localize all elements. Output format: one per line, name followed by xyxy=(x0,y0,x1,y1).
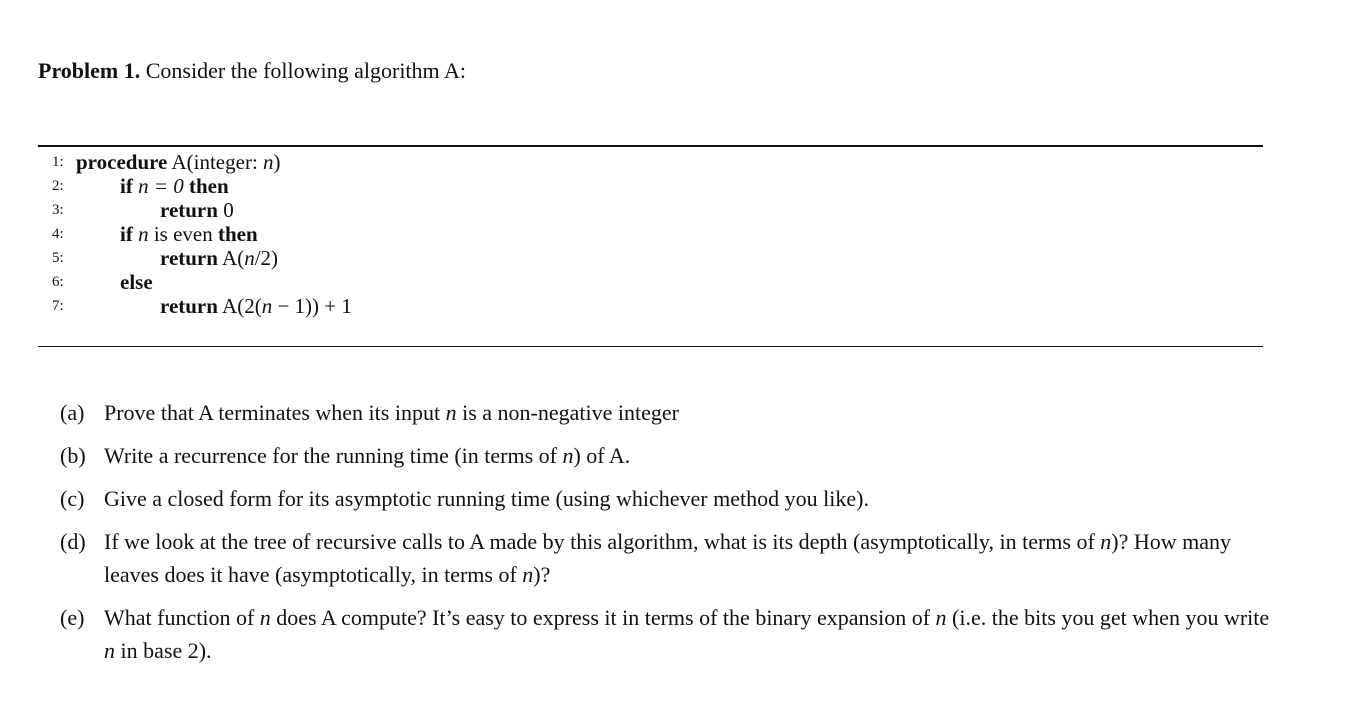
line-number: 3: xyxy=(52,202,64,218)
line-body xyxy=(120,270,153,294)
line-body xyxy=(120,174,229,198)
question-part-a xyxy=(0,396,1368,429)
line-number: 1: xyxy=(52,154,64,170)
keyword: then xyxy=(217,222,258,246)
part-label: (d) xyxy=(60,529,86,554)
algorithm-line-6 xyxy=(38,270,1263,294)
line-body xyxy=(160,198,234,222)
part-text xyxy=(104,601,1274,667)
question-part-e xyxy=(0,601,1368,667)
code-text: − 1)) + 1 xyxy=(272,294,352,318)
part-text-run: )? How many leaves does it have (asymptotically, in terms of xyxy=(104,529,1232,587)
keyword: else xyxy=(120,270,153,294)
math-expr: n = 0 xyxy=(132,174,189,198)
question-part-b xyxy=(0,439,1368,472)
math-var: n xyxy=(935,605,947,630)
part-text-run: does A compute? It’s easy to express it in terms of the binary expansion of xyxy=(270,605,936,630)
line-number: 4: xyxy=(52,226,64,242)
line-body xyxy=(120,222,258,246)
keyword: if xyxy=(120,222,133,246)
keyword: return xyxy=(160,198,218,222)
part-label: (b) xyxy=(60,443,86,468)
question-part-d xyxy=(0,525,1368,591)
math-var: n xyxy=(445,400,457,425)
part-text-run: in base 2). xyxy=(115,638,212,663)
line-body xyxy=(160,294,352,318)
algorithm-block xyxy=(38,150,1263,318)
keyword: return xyxy=(160,294,218,318)
algorithm-line-4 xyxy=(38,222,1263,246)
question-part-c xyxy=(0,482,1368,515)
line-number: 5: xyxy=(52,250,64,266)
part-text-run: ) of A. xyxy=(573,443,631,468)
part-text-run: )? xyxy=(533,562,551,587)
code-text: ) xyxy=(273,150,281,174)
keyword: if xyxy=(120,174,133,198)
math-var: n xyxy=(562,443,574,468)
code-text: A(integer: xyxy=(167,150,264,174)
algorithm-line-7 xyxy=(38,294,1263,318)
keyword: return xyxy=(160,246,218,270)
math-var: n xyxy=(259,605,271,630)
math-var: n xyxy=(132,222,149,246)
problem-intro-text: Consider the following algorithm A: xyxy=(140,58,466,83)
problem-heading xyxy=(38,56,466,86)
part-text-run: (i.e. the bits you get when you write xyxy=(946,605,1270,630)
part-text-run: Prove that A terminates when its input xyxy=(104,400,446,425)
part-label: (e) xyxy=(60,605,85,630)
part-text-run: What function of xyxy=(104,605,260,630)
line-number: 2: xyxy=(52,178,64,194)
line-number: 6: xyxy=(52,274,64,290)
code-text: A(2( xyxy=(217,294,262,318)
algorithm-line-5 xyxy=(38,246,1263,270)
keyword: then xyxy=(189,174,229,198)
math-var: n xyxy=(522,562,534,587)
math-var: n xyxy=(263,150,274,174)
part-text-run: If we look at the tree of recursive calls to A made by this algorithm, what is its depth (asymptotically, in terms of xyxy=(104,529,1101,554)
math-var: n xyxy=(244,246,255,270)
part-label: (c) xyxy=(60,486,85,511)
math-var: n xyxy=(261,294,273,318)
code-text: A( xyxy=(217,246,245,270)
part-label: (a) xyxy=(60,400,85,425)
code-text: is even xyxy=(148,222,218,246)
math-var: n xyxy=(1100,529,1112,554)
part-text xyxy=(104,396,1274,429)
code-text: /2) xyxy=(254,246,279,270)
algorithm-line-3 xyxy=(38,198,1263,222)
problem-label: Problem 1. xyxy=(38,58,141,83)
part-text-run: is a non-negative integer xyxy=(456,400,679,425)
code-text: 0 xyxy=(217,198,234,222)
algorithm-line-2 xyxy=(38,174,1263,198)
algorithm-line-1 xyxy=(38,150,1263,174)
line-number: 7: xyxy=(52,298,64,314)
part-text-run: Give a closed form for its asymptotic running time (using whichever method you like). xyxy=(104,486,869,511)
algorithm-bottom-rule xyxy=(38,346,1263,347)
part-text xyxy=(104,439,1274,472)
math-var: n xyxy=(104,638,115,663)
question-parts-list xyxy=(0,396,1368,677)
part-text xyxy=(104,482,1274,515)
part-text-run: Write a recurrence for the running time (in terms of xyxy=(104,443,563,468)
algorithm-top-rule xyxy=(38,145,1263,147)
line-body xyxy=(76,150,281,174)
line-body xyxy=(160,246,278,270)
part-text xyxy=(104,525,1274,591)
keyword: procedure xyxy=(76,150,168,174)
